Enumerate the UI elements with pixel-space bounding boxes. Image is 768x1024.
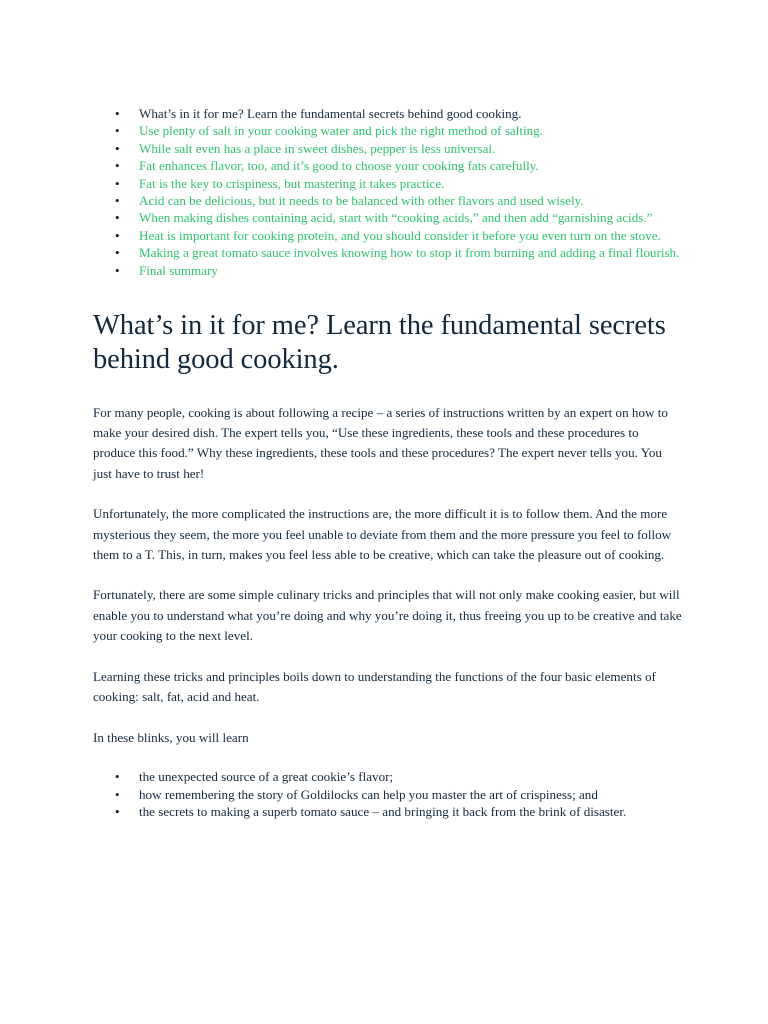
toc-item-fat-crispiness[interactable]: • Fat is the key to crispiness, but mastering it takes practice.: [93, 175, 683, 192]
paragraph-complicated: Unfortunately, the more complicated the instructions are, the more difficult it is to follow them. And the more mysterious they seem, the more you feel unable to deviate from them and the more pressure you feel to follow them to a T. This, in turn, makes you feel less able to be creative, which can take the pleasure out of cooking.: [93, 506, 672, 562]
toc-item-final-summary[interactable]: • Final summary: [93, 262, 683, 279]
paragraph-learning: Learning these tricks and principles boils down to understanding the functions of the four basic elements of cooking: salt, fat, acid and heat.: [93, 668, 656, 704]
toc-item-salt-water[interactable]: • Use plenty of salt in your cooking water and pick the right method of salting.: [93, 122, 683, 139]
learn-item-goldilocks: • how remembering the story of Goldilocks can help you master the art of crispiness; and: [93, 786, 683, 803]
toc-item-fat-flavor[interactable]: • Fat enhances flavor, too, and it’s good to choose your cooking fats carefully.: [93, 157, 683, 174]
paragraph-fortunately: Fortunately, there are some simple culinary tricks and principles that will not only make cooking easier, but will enable you to understand what you’re doing and why you’re doing it, thus freeing you up to be creative and take your cooking to the next level.: [93, 587, 682, 643]
toc-item-intro[interactable]: • What’s in it for me? Learn the fundamental secrets behind good cooking.: [93, 105, 683, 122]
learn-item-tomato: • the secrets to making a superb tomato sauce – and bringing it back from the brink of disaster.: [93, 803, 683, 820]
paragraph-intro: For many people, cooking is about following a recipe – a series of instructions written by an expert on how to make your desired dish. The expert tells you, “Use these ingredients, these tools and these procedures to produce this food.” Why these ingredients, these tools and these procedures? The expert never tells you. You just have to trust her!: [93, 405, 668, 481]
toc-item-cooking-acids[interactable]: • When making dishes containing acid, start with “cooking acids,” and then add “garnishing acids.”: [93, 209, 683, 226]
toc-item-salt-pepper[interactable]: • While salt even has a place in sweet dishes, pepper is less universal.: [93, 140, 683, 157]
document-page: [93, 102, 683, 820]
toc-item-tomato-sauce[interactable]: • Making a great tomato sauce involves knowing how to stop it from burning and adding a final flourish.: [93, 244, 683, 261]
section-heading: What’s in it for me? Learn the fundamental secrets behind good cooking.: [93, 310, 666, 376]
learn-list: [93, 768, 683, 820]
toc-item-heat-protein[interactable]: • Heat is important for cooking protein, and you should consider it before you even turn on the stove.: [93, 227, 683, 244]
table-of-contents: [93, 105, 683, 279]
learn-item-cookie: • the unexpected source of a great cookie’s flavor;: [93, 768, 683, 785]
toc-item-acid-balance[interactable]: • Acid can be delicious, but it needs to be balanced with other flavors and used wisely.: [93, 192, 683, 209]
paragraph-in-these-blinks: In these blinks, you will learn: [93, 729, 249, 745]
